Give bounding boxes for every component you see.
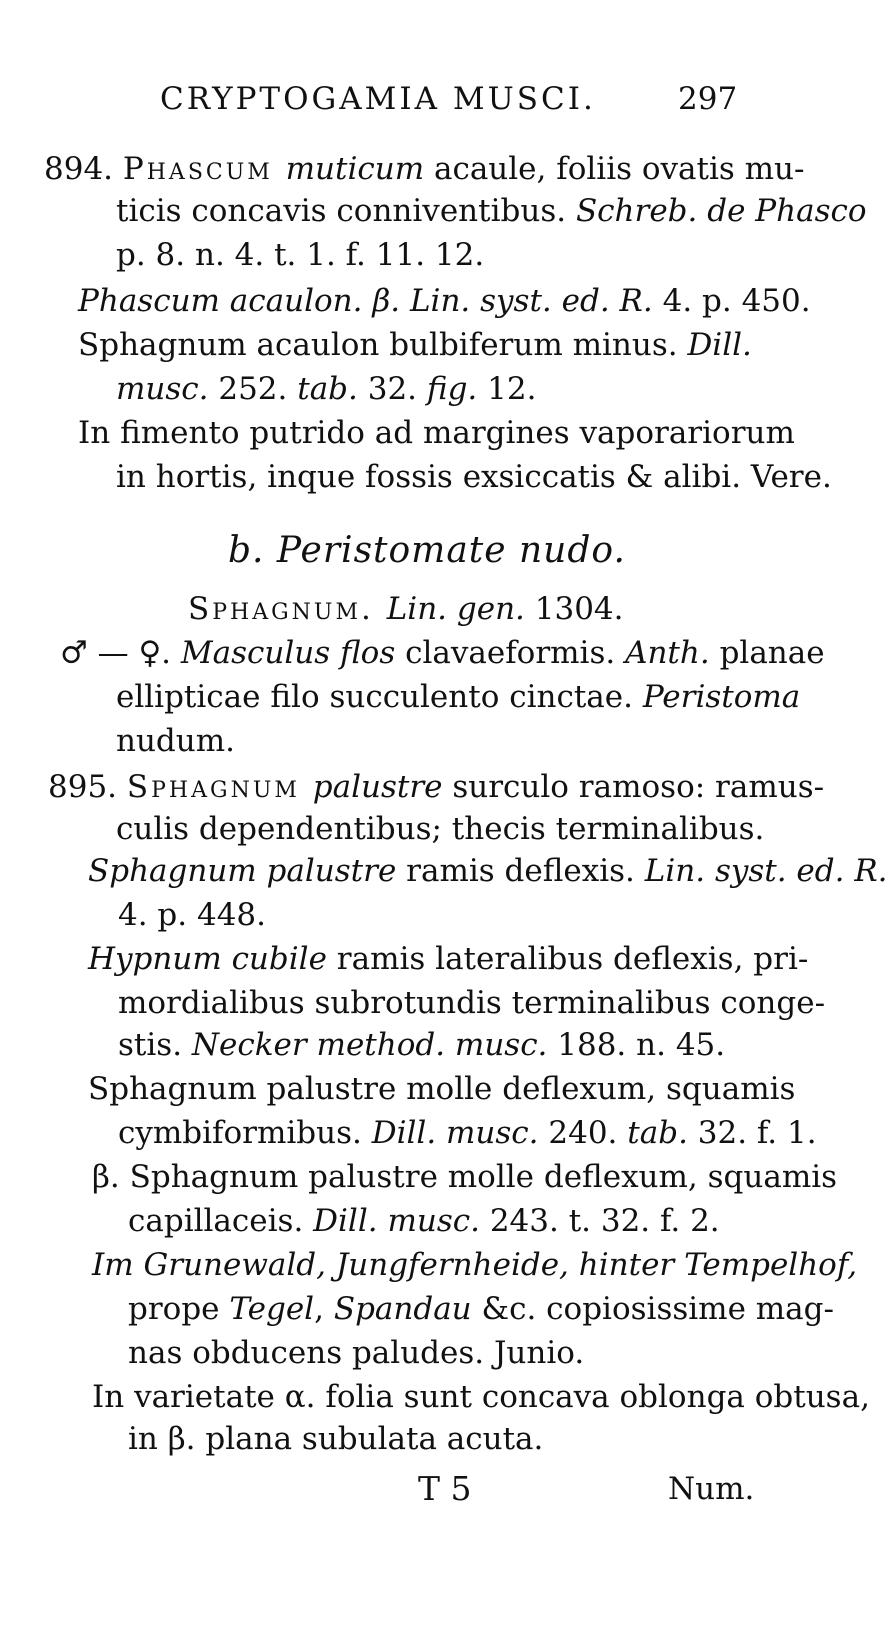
text-run: In fimento putrido ad margines vaporariorum xyxy=(78,415,795,451)
variety-line xyxy=(92,1158,837,1196)
text-run: tab. xyxy=(297,371,368,407)
text-run: 243. t. 32. f. 2. xyxy=(489,1203,720,1239)
text-run: ticis concavis conniventibus. xyxy=(116,193,576,229)
text-run: 894. xyxy=(44,151,123,187)
habitat-line xyxy=(78,414,795,452)
text-run: 32. xyxy=(367,371,427,407)
variety-line xyxy=(128,1202,720,1240)
text-run: &c. copiosissime mag- xyxy=(481,1291,834,1327)
text-run: tab. xyxy=(627,1115,698,1151)
text-run: 12. xyxy=(487,371,537,407)
text-run: Sphagnum acaulon bulbiferum minus. xyxy=(78,327,688,363)
note-line xyxy=(128,1420,543,1458)
page-number: 297 xyxy=(678,81,738,117)
text-run: Im Grunewald, Jungfernheide, hinter Tempelhof, xyxy=(92,1247,858,1283)
text-run: Sphagnum palustre molle deflexum, squamis xyxy=(88,1071,796,1107)
synonym-line xyxy=(78,282,811,320)
synonym-line xyxy=(118,1026,725,1064)
text-run: mordialibus subrotundis terminalibus conge- xyxy=(118,985,826,1021)
text-run: ♂ — ♀. xyxy=(60,635,181,671)
text-run: clavaeformis. xyxy=(405,635,626,671)
synonym-line xyxy=(88,940,808,978)
synonym-line xyxy=(88,1070,795,1108)
section-heading xyxy=(228,532,626,570)
genus-description-line xyxy=(116,722,235,760)
entry-894-line xyxy=(116,236,484,274)
synonym-line xyxy=(118,1114,817,1152)
text-run: 1304. xyxy=(534,591,624,627)
genus-heading xyxy=(188,590,624,628)
text-run: Peristoma xyxy=(642,679,801,715)
synonym-line xyxy=(118,984,825,1022)
genus-description-line xyxy=(116,678,800,716)
text-run: , xyxy=(314,1291,334,1327)
text-run: planae xyxy=(719,635,825,671)
text-run: Masculus flos xyxy=(180,635,406,671)
text-run: Phascum xyxy=(122,151,286,187)
text-run: Dill. musc. xyxy=(371,1115,549,1151)
text-run: ellipticae filo succulento cinctae. xyxy=(116,679,643,715)
text-run: culis dependentibus; thecis terminalibus. xyxy=(116,811,765,847)
genus-description-line xyxy=(60,634,825,672)
text-run: In varietate α. folia sunt concava oblonga obtusa, xyxy=(92,1379,870,1415)
text-run: Anth. xyxy=(625,635,720,671)
text-run: nudum. xyxy=(116,723,235,759)
text-run: stis. xyxy=(118,1027,192,1063)
text-run: 32. f. 1. xyxy=(697,1115,817,1151)
text-run: capillaceis. xyxy=(128,1203,314,1239)
synonym-line xyxy=(78,326,752,364)
entry-894-line xyxy=(116,192,867,230)
habitat-line xyxy=(128,1334,584,1372)
text-run: 252. xyxy=(218,371,298,407)
text-run: Sphagnum xyxy=(126,769,313,805)
text-run: Spandau xyxy=(333,1291,482,1327)
text-run: 895. xyxy=(48,769,127,805)
text-run: in hortis, inque fossis exsiccatis & alibi. Vere. xyxy=(116,459,832,495)
habitat-line xyxy=(92,1246,857,1284)
text-run: Dill. xyxy=(687,327,752,363)
text-run: Sphagnum palustre xyxy=(88,853,407,889)
text-run: surculo ramoso: ramus- xyxy=(452,769,825,805)
text-run: β. Sphagnum palustre molle deflexum, squamis xyxy=(92,1159,838,1195)
text-run: Phascum acaulon. β. Lin. syst. ed. R. xyxy=(78,283,663,319)
signature-mark: T 5 xyxy=(418,1469,472,1508)
habitat-line xyxy=(116,458,832,496)
text-run: p. 8. n. 4. t. 1. f. 11. 12. xyxy=(116,237,485,273)
text-run: Hypnum cubile xyxy=(88,941,337,977)
text-run: 240. xyxy=(548,1115,628,1151)
text-run: ramis lateralibus deflexis, pri- xyxy=(336,941,809,977)
text-run: Lin. gen. xyxy=(386,591,535,627)
text-run: prope xyxy=(128,1291,230,1327)
entry-894-line xyxy=(44,150,805,188)
text-run: Dill. musc. xyxy=(313,1203,490,1239)
text-run: 188. n. 45. xyxy=(557,1027,726,1063)
text-run: b. Peristomate nudo. xyxy=(228,530,626,571)
catchword: Num. xyxy=(668,1471,755,1507)
text-run: nas obducens paludes. Junio. xyxy=(128,1335,585,1371)
text-run: muticum xyxy=(285,151,434,187)
text-run: musc. xyxy=(116,371,219,407)
synonym-line xyxy=(116,370,536,408)
synonym-line xyxy=(118,896,266,934)
habitat-line xyxy=(128,1290,834,1328)
text-run: ramis deflexis. xyxy=(406,853,645,889)
text-run: in β. plana subulata acuta. xyxy=(128,1421,544,1457)
entry-895-line xyxy=(116,810,764,848)
text-run: acaule, foliis ovatis mu- xyxy=(433,151,805,187)
text-run: 4. p. 450. xyxy=(662,283,811,319)
text-run: Lin. syst. ed. R. xyxy=(644,853,888,889)
note-line xyxy=(92,1378,870,1416)
text-run: palustre xyxy=(312,769,453,805)
text-run: 4. p. 448. xyxy=(118,897,267,933)
running-head: CRYPTOGAMIA MUSCI. xyxy=(160,81,596,117)
text-run: Necker method. musc. xyxy=(191,1027,558,1063)
text-run: cymbiformibus. xyxy=(118,1115,372,1151)
entry-895-line xyxy=(48,768,824,806)
text-run: Sphagnum. xyxy=(188,591,387,627)
text-run: Tegel xyxy=(229,1291,315,1327)
synonym-line xyxy=(88,852,888,890)
text-run: fig. xyxy=(426,371,488,407)
text-run: Schreb. de Phascο xyxy=(575,193,867,229)
